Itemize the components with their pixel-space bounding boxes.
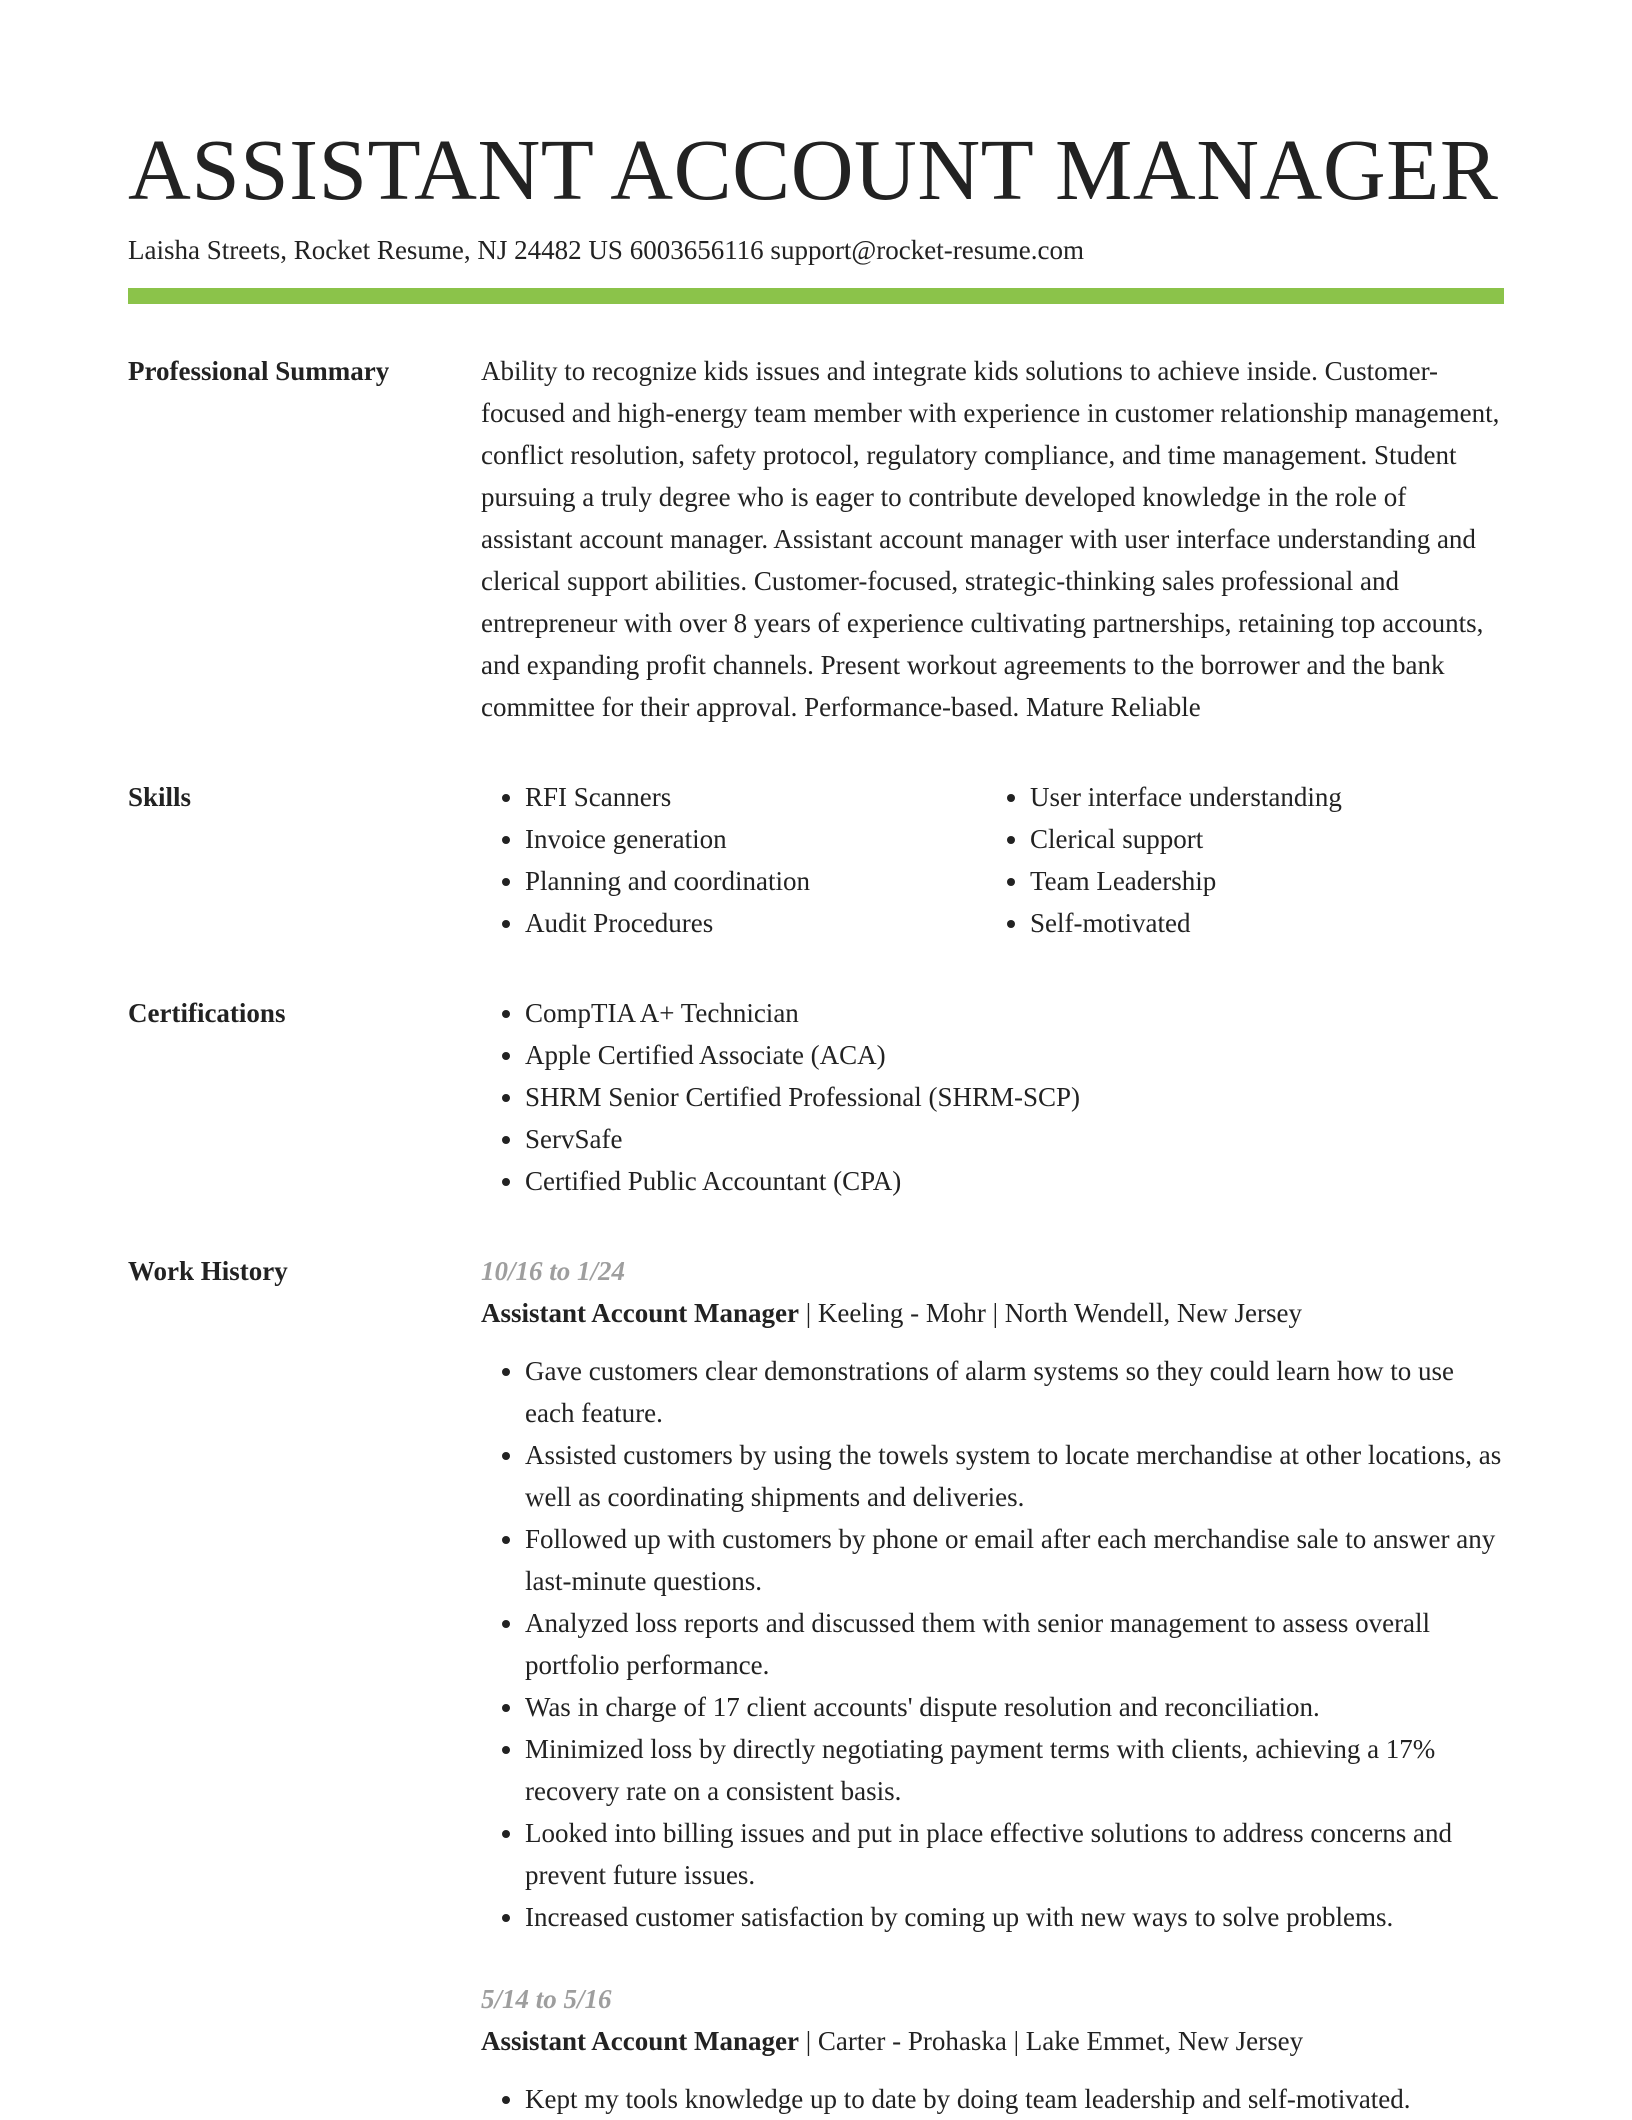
skills-body — [481, 778, 1504, 944]
certification-item: • Certified Public Accountant (CPA) — [525, 1160, 1504, 1202]
certification-item: • CompTIA A+ Technician — [525, 992, 1504, 1034]
accent-divider — [128, 288, 1504, 304]
section-title-certifications: Certifications — [128, 998, 286, 1028]
skill-item: • Self-motivated — [1030, 902, 1491, 944]
job-heading — [481, 1292, 1504, 1334]
skill-item: • Audit Procedures — [525, 902, 986, 944]
job-entry — [481, 1250, 1504, 1938]
job-bullet: • Minimized loss by directly negotiating payment terms with clients, achieving a 17% recovery rate on a consistent basis. — [525, 1728, 1504, 1812]
section-title-summary: Professional Summary — [128, 356, 390, 386]
skill-item: • Planning and coordination — [525, 860, 986, 902]
certifications-body — [481, 994, 1504, 1202]
certifications-section — [128, 994, 1504, 1202]
skill-item: • Team Leadership — [1030, 860, 1491, 902]
work-history-section — [128, 1252, 1504, 2120]
certification-item: • ServSafe — [525, 1118, 1504, 1160]
job-heading — [481, 2020, 1504, 2062]
resume-title: ASSISTANT ACCOUNT MANAGER — [128, 121, 1499, 218]
job-bullet: • Kept my tools knowledge up to date by doing team leadership and self-motivated. — [525, 2078, 1504, 2120]
job-title: Assistant Account Manager — [481, 1298, 799, 1328]
job-bullet: • Gave customers clear demonstrations of alarm systems so they could learn how to use each feature. — [525, 1350, 1504, 1434]
skills-grid — [481, 776, 1504, 944]
job-bullet: • Followed up with customers by phone or email after each merchandise sale to answer any last-minute questions. — [525, 1518, 1504, 1602]
job-employer-location: | Carter - Prohaska | Lake Emmet, New Jersey — [799, 2026, 1304, 2056]
job-bullets — [481, 2078, 1504, 2120]
job-dates: 10/16 to 1/24 — [481, 1256, 626, 1286]
section-title-skills: Skills — [128, 782, 192, 812]
certifications-list — [481, 992, 1504, 1202]
job-bullet: • Looked into billing issues and put in place effective solutions to address concerns and prevent future issues. — [525, 1812, 1504, 1896]
summary-body — [481, 352, 1504, 728]
job-bullets — [481, 1350, 1504, 1938]
skills-column-right — [986, 776, 1491, 944]
contact-info: Laisha Streets, Rocket Resume, NJ 24482 US 6003656116 support@rocket-resume.com — [128, 235, 1084, 265]
section-title-work-history: Work History — [128, 1256, 288, 1286]
skills-section — [128, 778, 1504, 944]
job-dates: 5/14 to 5/16 — [481, 1984, 612, 2014]
skill-item: • User interface understanding — [1030, 776, 1491, 818]
summary-text: Ability to recognize kids issues and integrate kids solutions to achieve inside. Customer-focused and high-energy team member with experience in customer relationship management, conflict resolution, safety protocol, regulatory compliance, and time management. Student pursuing a truly degree who is eager to contribute developed knowledge in the role of assistant account manager. Assistant account manager with user interface understanding and clerical support abilities. Customer-focused, strategic-thinking sales professional and entrepreneur with over 8 years of experience cultivating partnerships, retaining top accounts, and expanding profit channels. Present workout agreements to the borrower and the bank committee for their approval. Performance-based. Mature Reliable — [481, 356, 1500, 722]
skill-item: • Invoice generation — [525, 818, 986, 860]
summary-section — [128, 352, 1504, 728]
job-bullet: • Was in charge of 17 client accounts' dispute resolution and reconciliation. — [525, 1686, 1504, 1728]
work-history-body — [481, 1252, 1504, 2120]
skill-item: • RFI Scanners — [525, 776, 986, 818]
certification-item: • SHRM Senior Certified Professional (SHRM-SCP) — [525, 1076, 1504, 1118]
job-employer-location: | Keeling - Mohr | North Wendell, New Jersey — [799, 1298, 1303, 1328]
job-title: Assistant Account Manager — [481, 2026, 799, 2056]
certification-item: • Apple Certified Associate (ACA) — [525, 1034, 1504, 1076]
job-bullet: • Assisted customers by using the towels system to locate merchandise at other locations, as well as coordinating shipments and deliveries. — [525, 1434, 1504, 1518]
skills-column-left — [481, 776, 986, 944]
job-entry — [481, 1978, 1504, 2120]
job-bullet: • Analyzed loss reports and discussed them with senior management to assess overall portfolio performance. — [525, 1602, 1504, 1686]
skill-item: • Clerical support — [1030, 818, 1491, 860]
job-bullet: • Increased customer satisfaction by coming up with new ways to solve problems. — [525, 1896, 1504, 1938]
